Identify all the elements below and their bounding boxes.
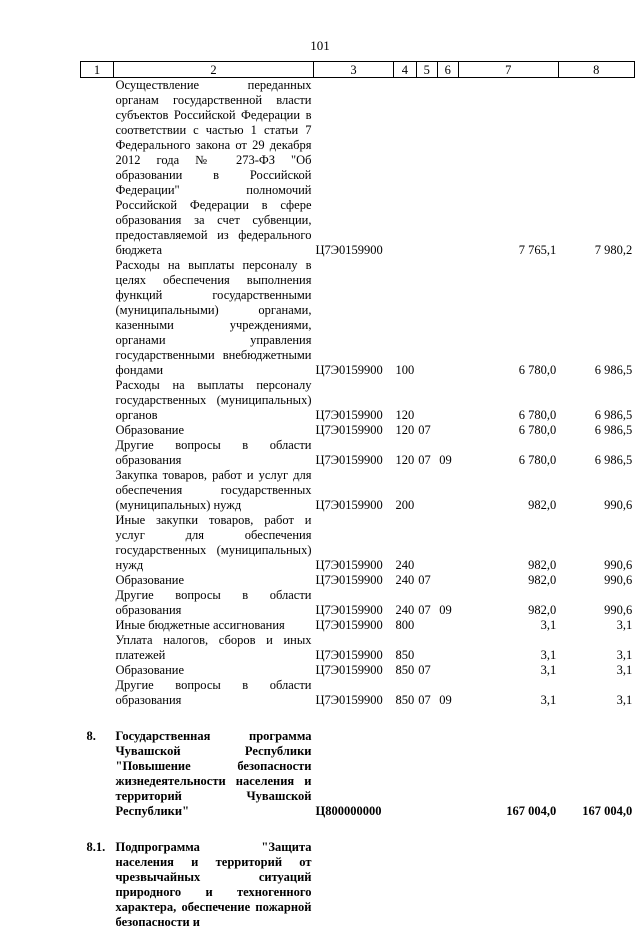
row-section (416, 633, 437, 663)
row-section (416, 513, 437, 573)
row-amount-year-1: 982,0 (458, 573, 558, 588)
row-expense-type: 120 (394, 423, 417, 438)
row-subsection: 09 (437, 438, 458, 468)
row-number (81, 258, 114, 378)
row-name: Государственная программа Чувашской Республики "Повышение безопасности жизнедеятельности населения и территорий Чувашской Республики" (114, 729, 314, 819)
row-target-code: Ц7Э0159900 (314, 513, 394, 573)
row-amount-year-1: 6 780,0 (458, 423, 558, 438)
row-subsection (437, 378, 458, 423)
row-amount-year-1: 982,0 (458, 588, 558, 618)
row-amount-year-2: 3,1 (558, 663, 634, 678)
row-section: 07 (416, 663, 437, 678)
table-row (81, 663, 635, 678)
table-row (81, 423, 635, 438)
row-expense-type (394, 729, 417, 819)
row-name: Образование (114, 663, 314, 678)
row-subsection (437, 729, 458, 819)
table-row (81, 678, 635, 708)
row-expense-type: 850 (394, 663, 417, 678)
row-name: Уплата налогов, сборов и иных платежей (114, 633, 314, 663)
header-col-8: 8 (558, 62, 634, 78)
row-subsection (437, 618, 458, 633)
table-row (81, 729, 635, 819)
budget-table (80, 61, 635, 930)
row-amount-year-2: 990,6 (558, 513, 634, 573)
row-subsection (437, 258, 458, 378)
row-target-code: Ц7Э0159900 (314, 588, 394, 618)
row-section: 07 (416, 423, 437, 438)
row-subsection (437, 423, 458, 438)
row-amount-year-2: 6 986,5 (558, 258, 634, 378)
row-section (416, 258, 437, 378)
row-amount-year-2: 6 986,5 (558, 378, 634, 423)
row-name: Образование (114, 573, 314, 588)
row-expense-type: 200 (394, 468, 417, 513)
row-name: Иные закупки товаров, работ и услуг для обеспечения государственных (муниципальных) нужд (114, 513, 314, 573)
header-col-7: 7 (458, 62, 558, 78)
row-name: Расходы на выплаты персоналу в целях обеспечения выполнения функций государственными (муниципальными) органами, казенными учреждениями, органами управления государственными внебюджетными фондами (114, 258, 314, 378)
row-name: Осуществление переданных органам государственной власти субъектов Российской Федерации в соответствии с частью 1 статьи 7 Федерального закона от 29 декабря 2012 года № 273-ФЗ "Об образовании в Российской Федерации" полномочий Российской Федерации в сфере образования за счет субвенции, предоставляемой из федерального бюджета (114, 78, 314, 259)
header-col-2: 2 (114, 62, 314, 78)
header-col-6: 6 (437, 62, 458, 78)
row-number (81, 513, 114, 573)
table-row (81, 513, 635, 573)
table-row (81, 840, 635, 930)
row-name: Образование (114, 423, 314, 438)
row-subsection (437, 78, 458, 259)
row-subsection: 09 (437, 588, 458, 618)
header-col-4: 4 (394, 62, 417, 78)
row-expense-type: 800 (394, 618, 417, 633)
table-row (81, 618, 635, 633)
table-row (81, 438, 635, 468)
row-subsection (437, 573, 458, 588)
row-amount-year-1: 982,0 (458, 513, 558, 573)
row-number (81, 438, 114, 468)
row-section: 07 (416, 438, 437, 468)
row-name: Другие вопросы в области образования (114, 678, 314, 708)
row-section (416, 840, 437, 930)
row-number (81, 378, 114, 423)
row-amount-year-2: 990,6 (558, 573, 634, 588)
row-amount-year-1: 3,1 (458, 663, 558, 678)
row-target-code: Ц7Э0159900 (314, 618, 394, 633)
row-amount-year-2: 3,1 (558, 678, 634, 708)
row-number (81, 573, 114, 588)
row-expense-type: 240 (394, 573, 417, 588)
row-amount-year-1 (458, 840, 558, 930)
row-spacer (81, 819, 635, 840)
table-row (81, 258, 635, 378)
row-section (416, 618, 437, 633)
row-amount-year-2 (558, 840, 634, 930)
row-number (81, 588, 114, 618)
row-target-code: Ц7Э0159900 (314, 633, 394, 663)
page-number: 101 (0, 38, 640, 53)
row-amount-year-1: 6 780,0 (458, 258, 558, 378)
table-row (81, 588, 635, 618)
row-amount-year-1: 982,0 (458, 468, 558, 513)
row-number (81, 468, 114, 513)
row-amount-year-2: 6 986,5 (558, 438, 634, 468)
row-amount-year-1: 7 765,1 (458, 78, 558, 259)
row-number (81, 663, 114, 678)
row-amount-year-1: 167 004,0 (458, 729, 558, 819)
row-section: 07 (416, 588, 437, 618)
row-amount-year-2: 6 986,5 (558, 423, 634, 438)
row-section: 07 (416, 573, 437, 588)
row-subsection (437, 840, 458, 930)
table-row (81, 78, 635, 259)
row-name: Закупка товаров, работ и услуг для обеспечения государственных (муниципальных) нужд (114, 468, 314, 513)
row-expense-type: 120 (394, 378, 417, 423)
header-col-3: 3 (314, 62, 394, 78)
row-name: Иные бюджетные ассигнования (114, 618, 314, 633)
row-name: Подпрограмма "Защита населения и территорий от чрезвычайных ситуаций природного и техногенного характера, обеспечение пожарной безопасности и (114, 840, 314, 930)
row-expense-type: 850 (394, 633, 417, 663)
row-number (81, 633, 114, 663)
row-expense-type (394, 840, 417, 930)
row-target-code: Ц7Э0159900 (314, 468, 394, 513)
table-row (81, 633, 635, 663)
header-col-5: 5 (416, 62, 437, 78)
row-amount-year-2: 7 980,2 (558, 78, 634, 259)
table-header-row (81, 62, 635, 78)
row-subsection (437, 633, 458, 663)
row-section (416, 378, 437, 423)
row-section (416, 468, 437, 513)
row-expense-type: 240 (394, 513, 417, 573)
row-subsection: 09 (437, 678, 458, 708)
row-target-code: Ц7Э0159900 (314, 573, 394, 588)
row-section: 07 (416, 678, 437, 708)
row-target-code: Ц7Э0159900 (314, 378, 394, 423)
table-row (81, 573, 635, 588)
row-subsection (437, 468, 458, 513)
row-expense-type (394, 78, 417, 259)
row-subsection (437, 663, 458, 678)
row-number (81, 618, 114, 633)
row-expense-type: 240 (394, 588, 417, 618)
row-target-code: Ц7Э0159900 (314, 258, 394, 378)
row-number (81, 678, 114, 708)
row-spacer (81, 708, 635, 729)
row-amount-year-1: 3,1 (458, 678, 558, 708)
row-target-code (314, 840, 394, 930)
table-body (81, 78, 635, 930)
row-name: Другие вопросы в области образования (114, 588, 314, 618)
row-amount-year-1: 6 780,0 (458, 438, 558, 468)
row-target-code: Ц7Э0159900 (314, 438, 394, 468)
row-amount-year-2: 3,1 (558, 633, 634, 663)
row-target-code: Ц800000000 (314, 729, 394, 819)
row-target-code: Ц7Э0159900 (314, 423, 394, 438)
row-amount-year-2: 167 004,0 (558, 729, 634, 819)
row-number (81, 423, 114, 438)
row-name: Другие вопросы в области образования (114, 438, 314, 468)
row-amount-year-2: 990,6 (558, 468, 634, 513)
row-expense-type: 120 (394, 438, 417, 468)
header-col-1: 1 (81, 62, 114, 78)
row-expense-type: 100 (394, 258, 417, 378)
row-amount-year-2: 3,1 (558, 618, 634, 633)
row-target-code: Ц7Э0159900 (314, 663, 394, 678)
row-number: 8.1. (81, 840, 114, 930)
row-number (81, 78, 114, 259)
row-expense-type: 850 (394, 678, 417, 708)
row-section (416, 78, 437, 259)
row-subsection (437, 513, 458, 573)
row-number: 8. (81, 729, 114, 819)
row-amount-year-1: 3,1 (458, 633, 558, 663)
table-row (81, 378, 635, 423)
row-amount-year-1: 6 780,0 (458, 378, 558, 423)
row-target-code: Ц7Э0159900 (314, 678, 394, 708)
row-target-code: Ц7Э0159900 (314, 78, 394, 259)
table-row (81, 468, 635, 513)
row-amount-year-1: 3,1 (458, 618, 558, 633)
row-section (416, 729, 437, 819)
row-amount-year-2: 990,6 (558, 588, 634, 618)
row-name: Расходы на выплаты персоналу государственных (муниципальных) органов (114, 378, 314, 423)
